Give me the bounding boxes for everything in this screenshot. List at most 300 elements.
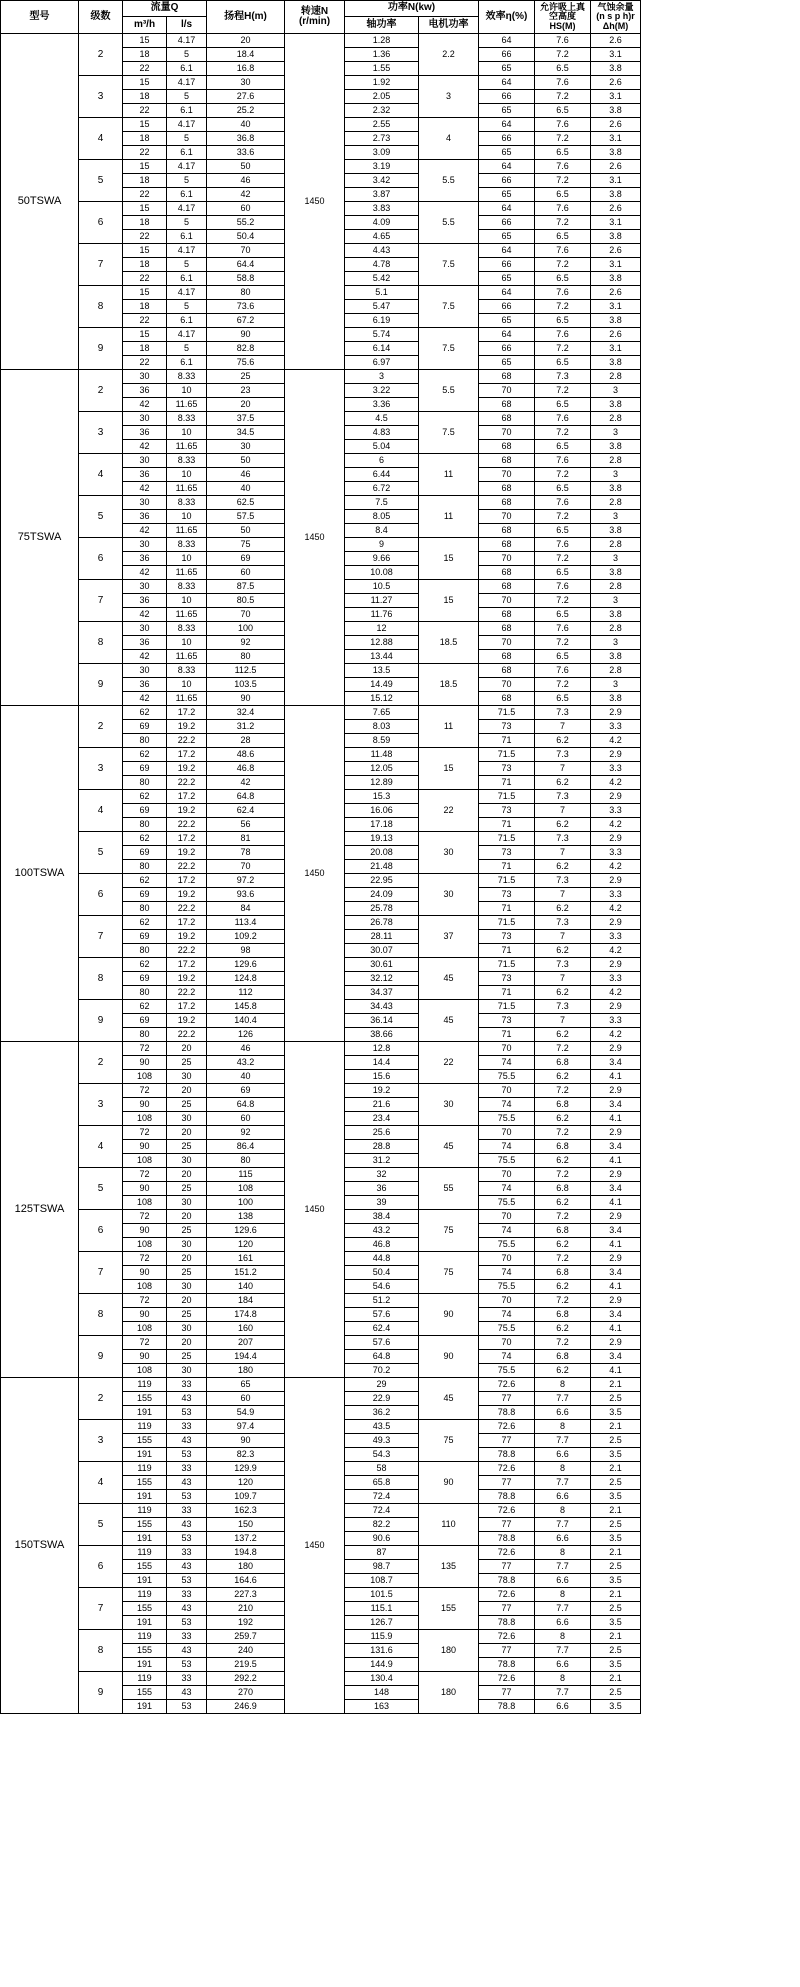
cell-flow-ls: 53 <box>167 1406 207 1420</box>
cell-head: 81 <box>207 832 285 846</box>
cell-cavitation: 3.8 <box>591 146 641 160</box>
cell-shaft-power: 12.89 <box>345 776 419 790</box>
cell-flow-ls: 53 <box>167 1574 207 1588</box>
cell-head: 120 <box>207 1238 285 1252</box>
cell-flow-ls: 22.2 <box>167 902 207 916</box>
cell-flow-m3h: 30 <box>123 496 167 510</box>
cell-npsh: 6.2 <box>535 944 591 958</box>
cell-efficiency: 70 <box>479 594 535 608</box>
cell-flow-m3h: 36 <box>123 426 167 440</box>
cell-cavitation: 3.1 <box>591 48 641 62</box>
cell-flow-ls: 11.65 <box>167 650 207 664</box>
cell-efficiency: 65 <box>479 146 535 160</box>
cell-shaft-power: 19.13 <box>345 832 419 846</box>
cell-cavitation: 2.9 <box>591 832 641 846</box>
cell-efficiency: 64 <box>479 76 535 90</box>
cell-shaft-power: 38.4 <box>345 1210 419 1224</box>
cell-efficiency: 65 <box>479 62 535 76</box>
cell-stages: 9 <box>79 1672 123 1714</box>
cell-cavitation: 3.8 <box>591 62 641 76</box>
cell-head: 140 <box>207 1280 285 1294</box>
cell-flow-m3h: 15 <box>123 244 167 258</box>
cell-head: 33.6 <box>207 146 285 160</box>
cell-cavitation: 2.8 <box>591 370 641 384</box>
cell-head: 292.2 <box>207 1672 285 1686</box>
cell-flow-ls: 33 <box>167 1378 207 1392</box>
header-flow: 流量Q <box>123 1 207 17</box>
cell-speed: 1450 <box>285 1042 345 1378</box>
cell-efficiency: 77 <box>479 1434 535 1448</box>
cell-cavitation: 4.2 <box>591 986 641 1000</box>
cell-shaft-power: 3.36 <box>345 398 419 412</box>
cell-flow-m3h: 18 <box>123 300 167 314</box>
cell-efficiency: 74 <box>479 1350 535 1364</box>
cell-flow-ls: 19.2 <box>167 930 207 944</box>
cell-flow-ls: 33 <box>167 1672 207 1686</box>
cell-efficiency: 70 <box>479 552 535 566</box>
cell-efficiency: 72.6 <box>479 1420 535 1434</box>
cell-flow-ls: 5 <box>167 258 207 272</box>
cell-cavitation: 2.8 <box>591 538 641 552</box>
cell-npsh: 8 <box>535 1546 591 1560</box>
cell-flow-ls: 4.17 <box>167 118 207 132</box>
cell-flow-ls: 8.33 <box>167 580 207 594</box>
cell-cavitation: 3.1 <box>591 216 641 230</box>
cell-efficiency: 71 <box>479 776 535 790</box>
cell-flow-ls: 5 <box>167 342 207 356</box>
cell-head: 90 <box>207 692 285 706</box>
cell-cavitation: 3.8 <box>591 440 641 454</box>
cell-cavitation: 3.4 <box>591 1098 641 1112</box>
cell-flow-ls: 19.2 <box>167 846 207 860</box>
cell-efficiency: 66 <box>479 132 535 146</box>
cell-head: 150 <box>207 1518 285 1532</box>
cell-efficiency: 71.5 <box>479 832 535 846</box>
cell-efficiency: 73 <box>479 846 535 860</box>
cell-flow-ls: 6.1 <box>167 104 207 118</box>
cell-motor-power: 11 <box>419 454 479 496</box>
cell-flow-m3h: 42 <box>123 608 167 622</box>
cell-npsh: 7.2 <box>535 1042 591 1056</box>
cell-flow-ls: 43 <box>167 1644 207 1658</box>
cell-shaft-power: 28.11 <box>345 930 419 944</box>
cell-cavitation: 2.6 <box>591 76 641 90</box>
cell-cavitation: 2.1 <box>591 1462 641 1476</box>
cell-shaft-power: 38.66 <box>345 1028 419 1042</box>
cell-flow-m3h: 72 <box>123 1252 167 1266</box>
cell-cavitation: 4.1 <box>591 1238 641 1252</box>
cell-efficiency: 64 <box>479 118 535 132</box>
cell-npsh: 7.6 <box>535 160 591 174</box>
cell-flow-m3h: 72 <box>123 1210 167 1224</box>
cell-efficiency: 75.5 <box>479 1154 535 1168</box>
cell-shaft-power: 72.4 <box>345 1490 419 1504</box>
cell-flow-m3h: 30 <box>123 580 167 594</box>
cell-flow-m3h: 108 <box>123 1322 167 1336</box>
cell-flow-ls: 5 <box>167 48 207 62</box>
cell-cavitation: 3 <box>591 384 641 398</box>
cell-npsh: 6.5 <box>535 398 591 412</box>
cell-head: 60 <box>207 202 285 216</box>
cell-shaft-power: 115.9 <box>345 1630 419 1644</box>
cell-flow-m3h: 119 <box>123 1672 167 1686</box>
cell-efficiency: 78.8 <box>479 1448 535 1462</box>
cell-head: 90 <box>207 1434 285 1448</box>
cell-npsh: 7.3 <box>535 958 591 972</box>
cell-efficiency: 75.5 <box>479 1280 535 1294</box>
cell-motor-power: 75 <box>419 1420 479 1462</box>
cell-flow-m3h: 72 <box>123 1084 167 1098</box>
cell-efficiency: 74 <box>479 1140 535 1154</box>
cell-head: 58.8 <box>207 272 285 286</box>
cell-shaft-power: 32 <box>345 1168 419 1182</box>
cell-stages: 6 <box>79 538 123 580</box>
cell-cavitation: 4.1 <box>591 1196 641 1210</box>
cell-shaft-power: 70.2 <box>345 1364 419 1378</box>
cell-efficiency: 74 <box>479 1224 535 1238</box>
cell-flow-m3h: 42 <box>123 692 167 706</box>
cell-cavitation: 2.5 <box>591 1644 641 1658</box>
cell-cavitation: 2.5 <box>591 1518 641 1532</box>
cell-motor-power: 45 <box>419 1126 479 1168</box>
cell-flow-m3h: 15 <box>123 160 167 174</box>
cell-efficiency: 73 <box>479 804 535 818</box>
cell-flow-ls: 30 <box>167 1112 207 1126</box>
cell-efficiency: 70 <box>479 426 535 440</box>
cell-flow-m3h: 42 <box>123 524 167 538</box>
cell-flow-ls: 17.2 <box>167 706 207 720</box>
cell-head: 129.9 <box>207 1462 285 1476</box>
cell-flow-ls: 25 <box>167 1308 207 1322</box>
cell-cavitation: 3.8 <box>591 650 641 664</box>
cell-flow-m3h: 191 <box>123 1700 167 1714</box>
cell-npsh: 7.7 <box>535 1434 591 1448</box>
cell-npsh: 8 <box>535 1630 591 1644</box>
cell-shaft-power: 10.08 <box>345 566 419 580</box>
cell-shaft-power: 5.1 <box>345 286 419 300</box>
cell-stages: 3 <box>79 748 123 790</box>
cell-efficiency: 78.8 <box>479 1532 535 1546</box>
cell-efficiency: 68 <box>479 524 535 538</box>
header-stages: 级数 <box>79 1 123 34</box>
cell-shaft-power: 3.83 <box>345 202 419 216</box>
cell-cavitation: 2.8 <box>591 664 641 678</box>
cell-flow-ls: 6.1 <box>167 62 207 76</box>
cell-efficiency: 64 <box>479 202 535 216</box>
cell-stages: 3 <box>79 76 123 118</box>
header-power: 功率N(kw) <box>345 1 479 17</box>
cell-flow-m3h: 72 <box>123 1336 167 1350</box>
cell-npsh: 6.5 <box>535 524 591 538</box>
cell-npsh: 7.7 <box>535 1476 591 1490</box>
cell-npsh: 6.6 <box>535 1658 591 1672</box>
cell-flow-ls: 4.17 <box>167 286 207 300</box>
cell-shaft-power: 25.78 <box>345 902 419 916</box>
cell-shaft-power: 6.97 <box>345 356 419 370</box>
cell-flow-ls: 10 <box>167 678 207 692</box>
cell-flow-m3h: 69 <box>123 804 167 818</box>
cell-flow-ls: 22.2 <box>167 986 207 1000</box>
cell-head: 60 <box>207 1112 285 1126</box>
cell-cavitation: 2.6 <box>591 244 641 258</box>
cell-flow-ls: 22.2 <box>167 734 207 748</box>
cell-cavitation: 3.4 <box>591 1308 641 1322</box>
cell-cavitation: 3.1 <box>591 258 641 272</box>
cell-efficiency: 78.8 <box>479 1616 535 1630</box>
cell-flow-m3h: 155 <box>123 1644 167 1658</box>
cell-cavitation: 3.5 <box>591 1574 641 1588</box>
cell-flow-ls: 53 <box>167 1700 207 1714</box>
cell-cavitation: 2.1 <box>591 1378 641 1392</box>
cell-cavitation: 2.9 <box>591 1336 641 1350</box>
cell-head: 70 <box>207 860 285 874</box>
cell-cavitation: 3.8 <box>591 314 641 328</box>
cell-npsh: 6.2 <box>535 818 591 832</box>
cell-cavitation: 2.1 <box>591 1546 641 1560</box>
cell-stages: 3 <box>79 1420 123 1462</box>
cell-efficiency: 68 <box>479 650 535 664</box>
cell-npsh: 6.6 <box>535 1574 591 1588</box>
cell-head: 82.8 <box>207 342 285 356</box>
cell-cavitation: 3.5 <box>591 1490 641 1504</box>
cell-shaft-power: 43.5 <box>345 1420 419 1434</box>
cell-flow-m3h: 22 <box>123 146 167 160</box>
cell-cavitation: 3.4 <box>591 1350 641 1364</box>
cell-shaft-power: 11.48 <box>345 748 419 762</box>
cell-flow-ls: 43 <box>167 1476 207 1490</box>
cell-efficiency: 65 <box>479 230 535 244</box>
cell-npsh: 7.3 <box>535 370 591 384</box>
cell-shaft-power: 32.12 <box>345 972 419 986</box>
cell-efficiency: 78.8 <box>479 1574 535 1588</box>
cell-shaft-power: 1.55 <box>345 62 419 76</box>
cell-flow-ls: 11.65 <box>167 524 207 538</box>
cell-flow-ls: 19.2 <box>167 720 207 734</box>
cell-head: 87.5 <box>207 580 285 594</box>
cell-efficiency: 71 <box>479 734 535 748</box>
cell-head: 27.6 <box>207 90 285 104</box>
cell-flow-ls: 43 <box>167 1392 207 1406</box>
cell-shaft-power: 50.4 <box>345 1266 419 1280</box>
cell-cavitation: 2.1 <box>591 1504 641 1518</box>
cell-efficiency: 64 <box>479 160 535 174</box>
cell-motor-power: 90 <box>419 1462 479 1504</box>
cell-head: 34.5 <box>207 426 285 440</box>
cell-npsh: 7.2 <box>535 1210 591 1224</box>
cell-flow-m3h: 119 <box>123 1630 167 1644</box>
cell-head: 120 <box>207 1476 285 1490</box>
cell-shaft-power: 1.36 <box>345 48 419 62</box>
cell-flow-m3h: 42 <box>123 440 167 454</box>
cell-flow-m3h: 42 <box>123 398 167 412</box>
cell-motor-power: 5.5 <box>419 370 479 412</box>
cell-efficiency: 68 <box>479 398 535 412</box>
cell-flow-m3h: 62 <box>123 790 167 804</box>
cell-npsh: 6.5 <box>535 62 591 76</box>
cell-stages: 2 <box>79 1378 123 1420</box>
cell-cavitation: 3.5 <box>591 1532 641 1546</box>
cell-cavitation: 3.5 <box>591 1406 641 1420</box>
cell-npsh: 6.5 <box>535 356 591 370</box>
cell-cavitation: 4.1 <box>591 1364 641 1378</box>
cell-flow-ls: 43 <box>167 1518 207 1532</box>
cell-flow-m3h: 90 <box>123 1266 167 1280</box>
cell-npsh: 6.5 <box>535 440 591 454</box>
cell-shaft-power: 58 <box>345 1462 419 1476</box>
cell-flow-ls: 17.2 <box>167 832 207 846</box>
cell-head: 28 <box>207 734 285 748</box>
cell-cavitation: 3.8 <box>591 692 641 706</box>
header-head: 扬程H(m) <box>207 1 285 34</box>
cell-shaft-power: 8.05 <box>345 510 419 524</box>
cell-motor-power: 45 <box>419 1000 479 1042</box>
cell-npsh: 7.2 <box>535 258 591 272</box>
cell-efficiency: 75.5 <box>479 1238 535 1252</box>
cell-efficiency: 73 <box>479 930 535 944</box>
cell-efficiency: 77 <box>479 1560 535 1574</box>
header-flow-ls: l/s <box>167 16 207 34</box>
cell-flow-ls: 5 <box>167 132 207 146</box>
cell-efficiency: 77 <box>479 1392 535 1406</box>
cell-shaft-power: 7.5 <box>345 496 419 510</box>
cell-efficiency: 72.6 <box>479 1588 535 1602</box>
cell-flow-ls: 19.2 <box>167 888 207 902</box>
cell-motor-power: 30 <box>419 874 479 916</box>
cell-flow-ls: 33 <box>167 1546 207 1560</box>
cell-cavitation: 2.9 <box>591 748 641 762</box>
cell-npsh: 7.2 <box>535 1252 591 1266</box>
cell-efficiency: 71.5 <box>479 916 535 930</box>
cell-flow-m3h: 22 <box>123 104 167 118</box>
cell-motor-power: 7.5 <box>419 328 479 370</box>
cell-flow-ls: 8.33 <box>167 370 207 384</box>
cell-flow-m3h: 119 <box>123 1378 167 1392</box>
cell-motor-power: 22 <box>419 790 479 832</box>
cell-npsh: 6.5 <box>535 314 591 328</box>
cell-npsh: 7 <box>535 1014 591 1028</box>
cell-flow-m3h: 108 <box>123 1280 167 1294</box>
cell-head: 184 <box>207 1294 285 1308</box>
cell-shaft-power: 46.8 <box>345 1238 419 1252</box>
cell-flow-ls: 8.33 <box>167 538 207 552</box>
cell-efficiency: 71.5 <box>479 874 535 888</box>
cell-flow-m3h: 90 <box>123 1182 167 1196</box>
cell-efficiency: 74 <box>479 1308 535 1322</box>
cell-flow-m3h: 30 <box>123 622 167 636</box>
cell-efficiency: 70 <box>479 384 535 398</box>
cell-flow-m3h: 18 <box>123 216 167 230</box>
cell-flow-ls: 20 <box>167 1336 207 1350</box>
cell-flow-ls: 30 <box>167 1280 207 1294</box>
cell-flow-ls: 20 <box>167 1294 207 1308</box>
cell-cavitation: 3 <box>591 594 641 608</box>
cell-stages: 8 <box>79 622 123 664</box>
cell-flow-m3h: 119 <box>123 1504 167 1518</box>
cell-cavitation: 4.2 <box>591 944 641 958</box>
cell-flow-ls: 8.33 <box>167 412 207 426</box>
cell-head: 55.2 <box>207 216 285 230</box>
cell-motor-power: 15 <box>419 580 479 622</box>
cell-cavitation: 3.8 <box>591 188 641 202</box>
cell-flow-m3h: 30 <box>123 454 167 468</box>
cell-shaft-power: 3.22 <box>345 384 419 398</box>
cell-npsh: 7.6 <box>535 34 591 48</box>
cell-shaft-power: 6.19 <box>345 314 419 328</box>
cell-cavitation: 4.1 <box>591 1154 641 1168</box>
cell-cavitation: 2.8 <box>591 580 641 594</box>
cell-flow-m3h: 42 <box>123 566 167 580</box>
cell-cavitation: 3 <box>591 510 641 524</box>
cell-flow-ls: 43 <box>167 1602 207 1616</box>
cell-flow-m3h: 155 <box>123 1560 167 1574</box>
cell-cavitation: 3.5 <box>591 1616 641 1630</box>
cell-flow-ls: 22.2 <box>167 818 207 832</box>
header-power-motor: 电机功率 <box>419 16 479 34</box>
cell-cavitation: 3 <box>591 468 641 482</box>
cell-efficiency: 72.6 <box>479 1630 535 1644</box>
cell-shaft-power: 82.2 <box>345 1518 419 1532</box>
cell-efficiency: 72.6 <box>479 1462 535 1476</box>
cell-flow-ls: 20 <box>167 1252 207 1266</box>
cell-motor-power: 135 <box>419 1546 479 1588</box>
cell-shaft-power: 5.04 <box>345 440 419 454</box>
cell-flow-m3h: 62 <box>123 1000 167 1014</box>
cell-head: 246.9 <box>207 1700 285 1714</box>
cell-stages: 8 <box>79 1630 123 1672</box>
cell-efficiency: 70 <box>479 1126 535 1140</box>
cell-npsh: 7.2 <box>535 1168 591 1182</box>
cell-efficiency: 65 <box>479 356 535 370</box>
cell-flow-m3h: 80 <box>123 818 167 832</box>
cell-head: 64.4 <box>207 258 285 272</box>
cell-shaft-power: 31.2 <box>345 1154 419 1168</box>
cell-flow-m3h: 30 <box>123 538 167 552</box>
cell-cavitation: 3 <box>591 678 641 692</box>
cell-model: 125TSWA <box>1 1042 79 1378</box>
cell-flow-ls: 10 <box>167 636 207 650</box>
cell-cavitation: 3.3 <box>591 762 641 776</box>
cell-shaft-power: 4.83 <box>345 426 419 440</box>
cell-shaft-power: 2.55 <box>345 118 419 132</box>
cell-cavitation: 3.4 <box>591 1140 641 1154</box>
cell-efficiency: 71.5 <box>479 958 535 972</box>
cell-head: 75.6 <box>207 356 285 370</box>
cell-flow-m3h: 42 <box>123 482 167 496</box>
cell-head: 115 <box>207 1168 285 1182</box>
cell-flow-m3h: 18 <box>123 132 167 146</box>
cell-head: 112.5 <box>207 664 285 678</box>
cell-flow-m3h: 30 <box>123 412 167 426</box>
cell-motor-power: 75 <box>419 1252 479 1294</box>
cell-shaft-power: 54.3 <box>345 1448 419 1462</box>
cell-shaft-power: 64.8 <box>345 1350 419 1364</box>
cell-npsh: 6.2 <box>535 1196 591 1210</box>
cell-speed: 1450 <box>285 34 345 370</box>
cell-npsh: 6.5 <box>535 272 591 286</box>
cell-efficiency: 74 <box>479 1056 535 1070</box>
cell-head: 162.3 <box>207 1504 285 1518</box>
cell-efficiency: 75.5 <box>479 1112 535 1126</box>
cell-npsh: 7.3 <box>535 874 591 888</box>
cell-efficiency: 71.5 <box>479 706 535 720</box>
cell-cavitation: 2.9 <box>591 1294 641 1308</box>
header-speed-line2: (r/min) <box>298 16 331 28</box>
cell-shaft-power: 13.5 <box>345 664 419 678</box>
cell-shaft-power: 24.09 <box>345 888 419 902</box>
cell-head: 138 <box>207 1210 285 1224</box>
cell-flow-ls: 6.1 <box>167 188 207 202</box>
cell-efficiency: 68 <box>479 580 535 594</box>
